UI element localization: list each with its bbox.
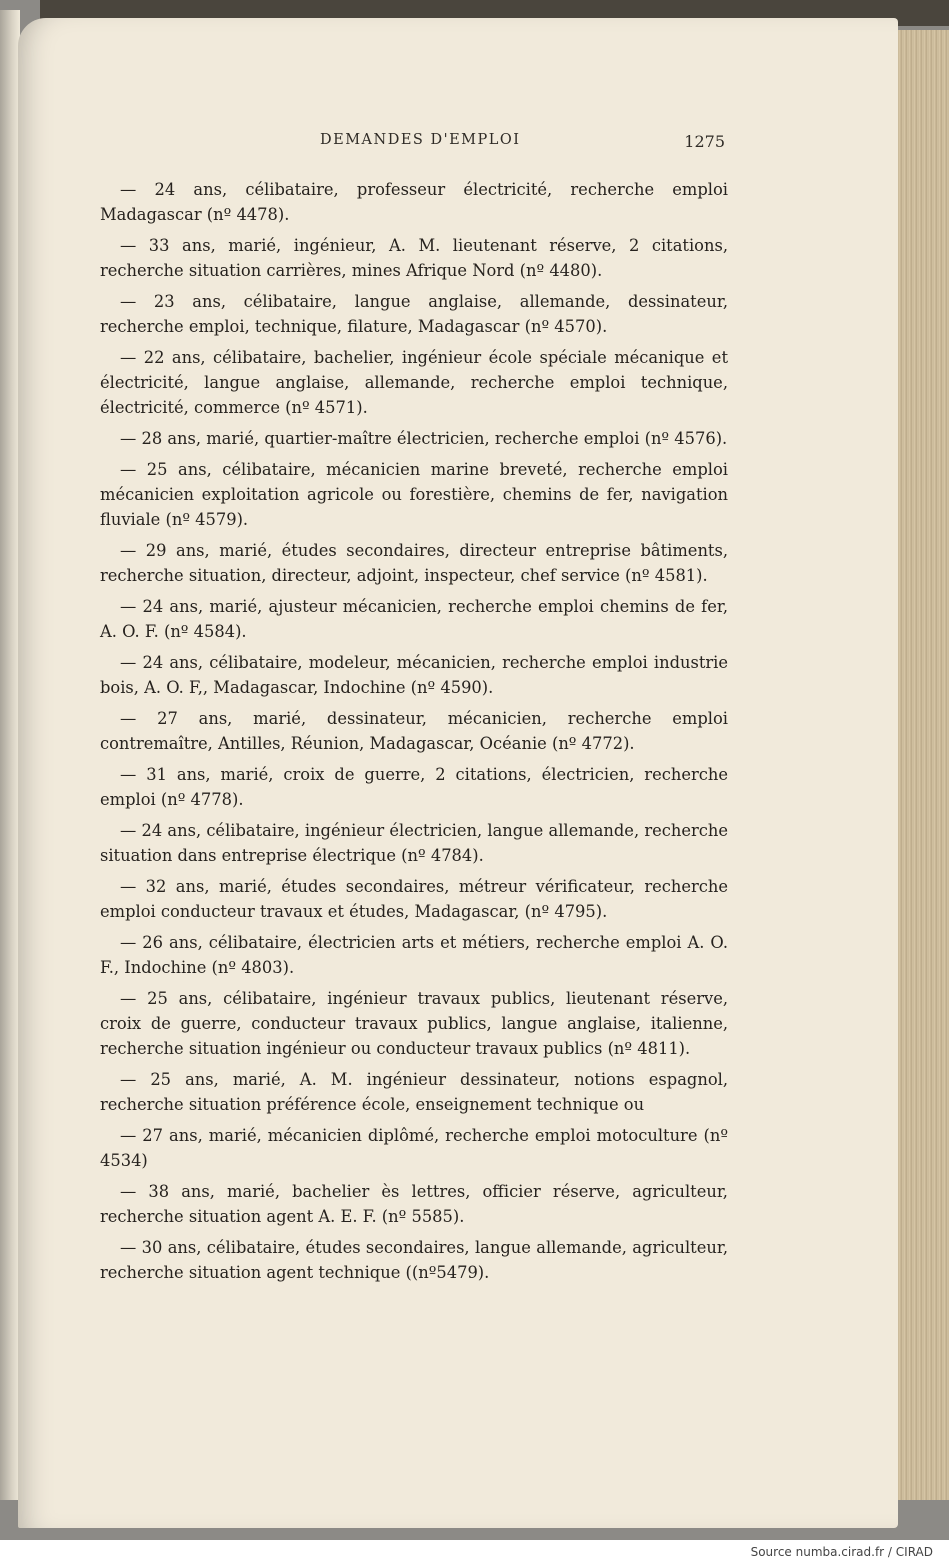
page-block-edge bbox=[893, 30, 949, 1500]
running-head bbox=[100, 132, 725, 156]
entry: — 33 ans, marié, ingénieur, A. M. lieutenant réserve, 2 citations, recherche situation carrières, mines Afrique Nord (nº 4480). bbox=[100, 236, 728, 280]
running-title: DEMANDES D'EMPLOI bbox=[320, 132, 521, 148]
source-credit: Source numba.cirad.fr / CIRAD bbox=[750, 1545, 933, 1559]
entry: — 24 ans, marié, ajusteur mécanicien, recherche emploi chemins de fer, A. O. F. (nº 4584). bbox=[100, 597, 728, 641]
entry: — 31 ans, marié, croix de guerre, 2 citations, électricien, recherche emploi (nº 4778). bbox=[100, 765, 728, 809]
entry: — 27 ans, marié, mécanicien diplômé, recherche emploi motoculture (nº 4534) bbox=[100, 1126, 728, 1170]
entry: — 30 ans, célibataire, études secondaires, langue allemande, agriculteur, recherche situation agent technique ((nº5479). bbox=[100, 1238, 728, 1282]
entry: — 24 ans, célibataire, professeur électricité, recherche emploi Madagascar (nº 4478). bbox=[100, 180, 728, 224]
entry: — 27 ans, marié, dessinateur, mécanicien, recherche emploi contremaître, Antilles, Réunion, Madagascar, Océanie (nº 4772). bbox=[100, 709, 728, 753]
entry: — 32 ans, marié, études secondaires, métreur vérificateur, recherche emploi conducteur travaux et études, Madagascar, (nº 4795). bbox=[100, 877, 728, 921]
entry: — 24 ans, célibataire, modeleur, mécanicien, recherche emploi industrie bois, A. O. F,, Madagascar, Indochine (nº 4590). bbox=[100, 653, 728, 697]
entry: — 29 ans, marié, études secondaires, directeur entreprise bâtiments, recherche situation, directeur, adjoint, inspecteur, chef service (nº 4581). bbox=[100, 541, 728, 585]
page-number: 1275 bbox=[684, 132, 725, 151]
entry: — 26 ans, célibataire, électricien arts et métiers, recherche emploi A. O. F., Indochine (nº 4803). bbox=[100, 933, 728, 977]
classified-entries bbox=[100, 177, 728, 1291]
entry: — 24 ans, célibataire, ingénieur électricien, langue allemande, recherche situation dans entreprise électrique (nº 4784). bbox=[100, 821, 728, 865]
entry: — 22 ans, célibataire, bachelier, ingénieur école spéciale mécanique et électricité, langue anglaise, allemande, recherche emploi technique, électricité, commerce (nº 4571). bbox=[100, 348, 728, 417]
entry: — 23 ans, célibataire, langue anglaise, allemande, dessinateur, recherche emploi, technique, filature, Madagascar (nº 4570). bbox=[100, 292, 728, 336]
facing-page-edge bbox=[0, 10, 20, 1500]
entry: — 28 ans, marié, quartier-maître électricien, recherche emploi (nº 4576). bbox=[120, 429, 728, 448]
entry: — 25 ans, célibataire, ingénieur travaux publics, lieutenant réserve, croix de guerre, conducteur travaux publics, langue anglaise, italienne, recherche situation ingénieur ou conducteur travaux publics (nº 4811). bbox=[100, 989, 728, 1058]
entry: — 38 ans, marié, bachelier ès lettres, officier réserve, agriculteur, recherche situation agent A. E. F. (nº 5585). bbox=[100, 1182, 728, 1226]
entry: — 25 ans, célibataire, mécanicien marine breveté, recherche emploi mécanicien exploitation agricole ou forestière, chemins de fer, navigation fluviale (nº 4579). bbox=[100, 460, 728, 529]
entry: — 25 ans, marié, A. M. ingénieur dessinateur, notions espagnol, recherche situation préférence école, enseignement technique ou bbox=[100, 1070, 728, 1114]
